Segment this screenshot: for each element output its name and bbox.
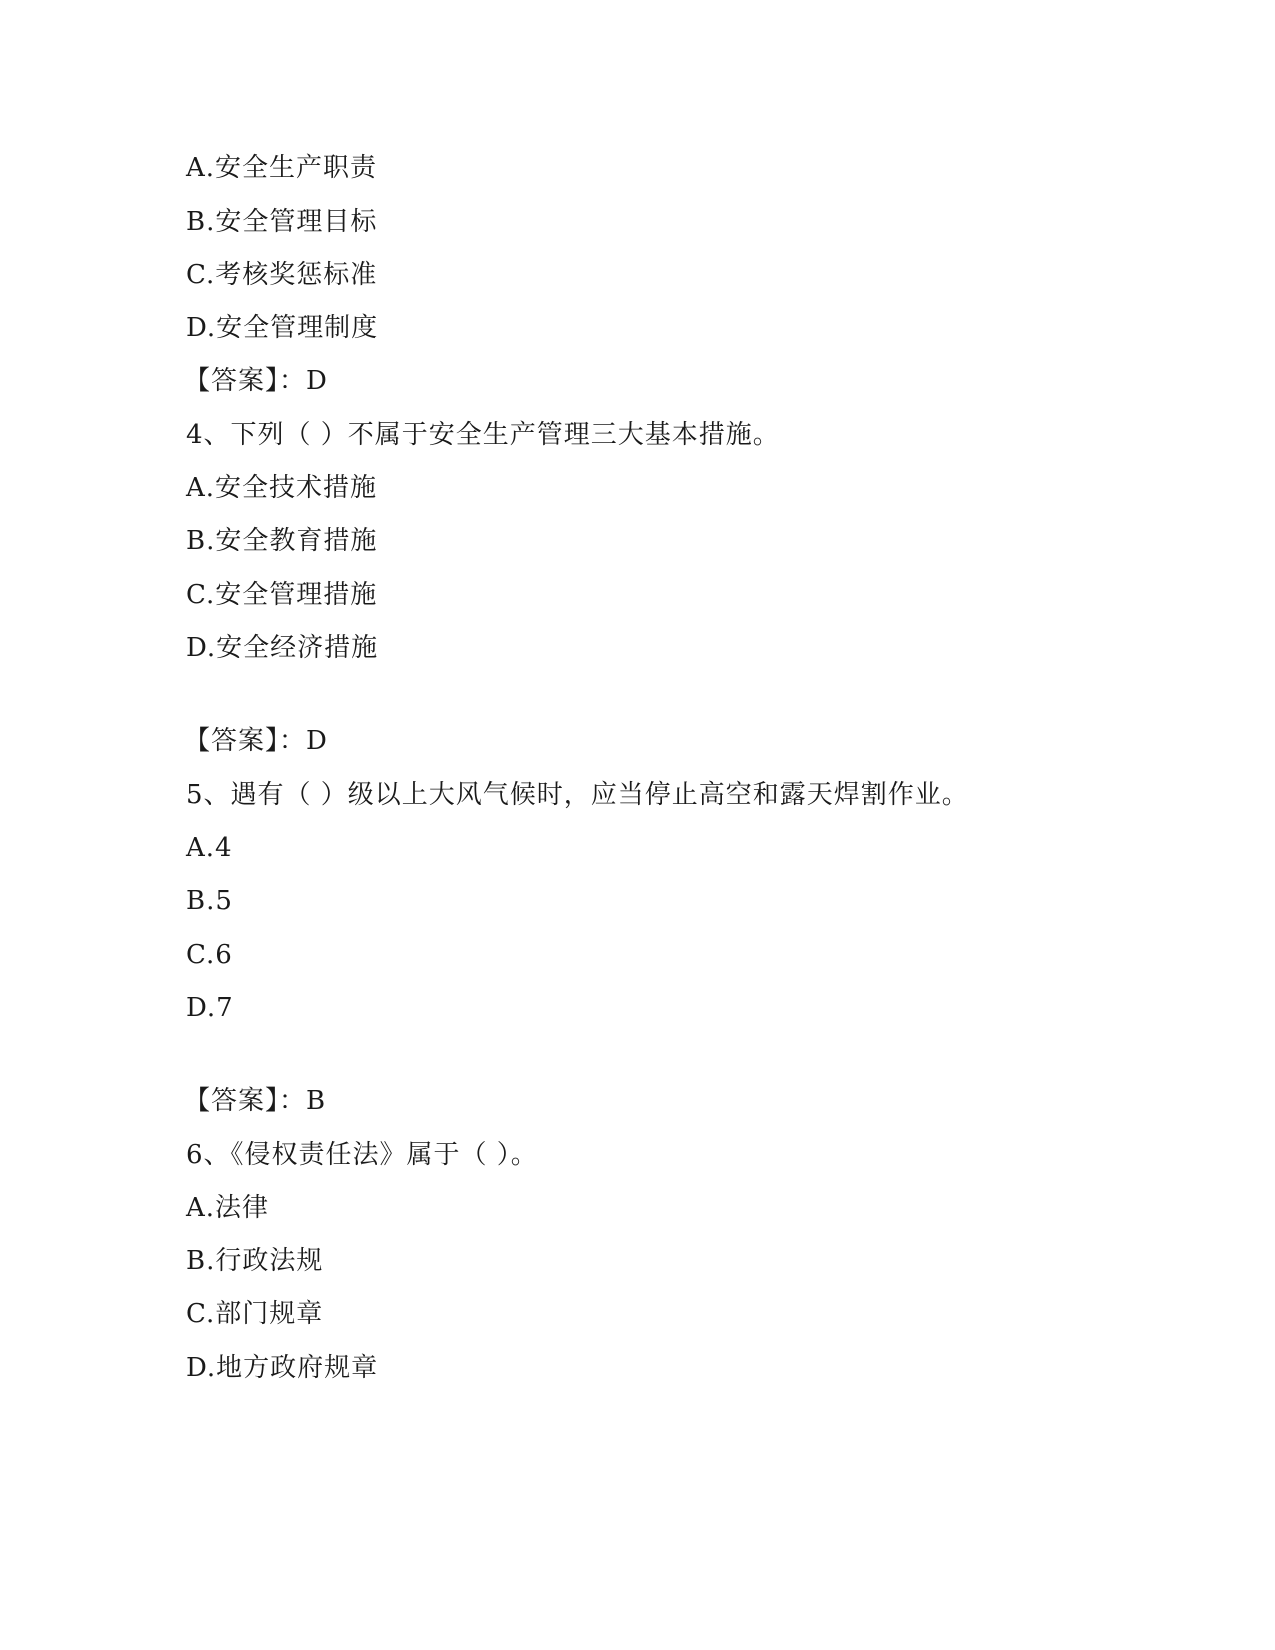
answer-line: 【答案】：D xyxy=(184,726,328,756)
option-text: C.安全管理措施 xyxy=(186,580,378,610)
option-text: A.安全生产职责 xyxy=(186,153,378,183)
answer-line: 【答案】：B xyxy=(184,1086,327,1116)
option-text: D.7 xyxy=(186,993,234,1023)
option-text: B.行政法规 xyxy=(186,1246,324,1276)
option-text: C.部门规章 xyxy=(186,1299,324,1329)
option-text: C.6 xyxy=(186,940,233,970)
option-text: C.考核奖惩标准 xyxy=(186,260,378,290)
option-text: B.5 xyxy=(186,886,233,916)
option-text: B.安全教育措施 xyxy=(186,526,378,556)
option-text: A.安全技术措施 xyxy=(186,473,378,503)
option-text: A.4 xyxy=(186,833,233,863)
option-text: D.地方政府规章 xyxy=(186,1353,379,1383)
question-text: 5、遇有（ ）级以上大风气候时，应当停止高空和露天焊割作业。 xyxy=(186,780,969,810)
option-text: D.安全管理制度 xyxy=(186,313,379,343)
question-text: 6、《侵权责任法》属于（ ）。 xyxy=(186,1140,538,1170)
option-text: B.安全管理目标 xyxy=(186,207,378,237)
answer-line: 【答案】：D xyxy=(184,366,328,396)
option-text: A.法律 xyxy=(186,1193,270,1223)
option-text: D.安全经济措施 xyxy=(186,633,379,663)
question-text: 4、下列（ ）不属于安全生产管理三大基本措施。 xyxy=(186,420,780,450)
